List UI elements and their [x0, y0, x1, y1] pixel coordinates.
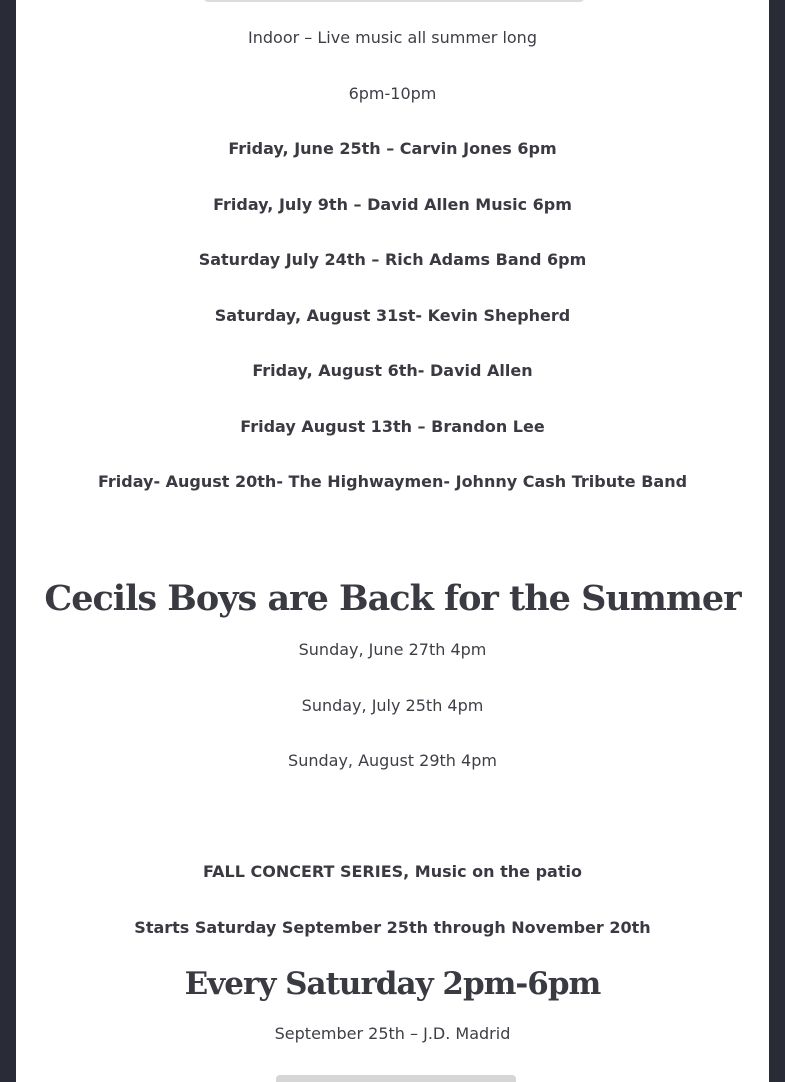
- cropped-text-top: [204, 0, 584, 2]
- cropped-text-bottom: [276, 1075, 516, 1082]
- event-line: Friday- August 20th- The Highwaymen- Johnny Cash Tribute Band: [97, 472, 688, 491]
- fall-heading: Every Saturday 2pm-6pm: [184, 966, 601, 1002]
- cecils-date: Sunday, June 27th 4pm: [298, 640, 487, 659]
- cecils-heading: Cecils Boys are Back for the Summer: [44, 578, 741, 619]
- fall-event: September 25th – J.D. Madrid: [274, 1024, 511, 1043]
- event-line: Saturday July 24th – Rich Adams Band 6pm: [198, 250, 587, 269]
- event-line: Friday, June 25th – Carvin Jones 6pm: [228, 139, 557, 158]
- fall-series-title: FALL CONCERT SERIES, Music on the patio: [203, 862, 582, 881]
- cecils-date: Sunday, July 25th 4pm: [301, 696, 484, 715]
- event-line: Friday, August 6th- David Allen: [252, 361, 533, 380]
- event-line: Friday August 13th – Brandon Lee: [240, 417, 545, 436]
- event-line: Saturday, August 31st- Kevin Shepherd: [214, 306, 571, 325]
- fall-series-range: Starts Saturday September 25th through November 20th: [134, 918, 651, 937]
- event-line: Friday, July 9th – David Allen Music 6pm: [213, 195, 572, 214]
- summer-time: 6pm-10pm: [348, 84, 437, 103]
- summer-subtitle: Indoor – Live music all summer long: [248, 28, 537, 47]
- cecils-date: Sunday, August 29th 4pm: [288, 751, 497, 770]
- page-content: [16, 0, 769, 1082]
